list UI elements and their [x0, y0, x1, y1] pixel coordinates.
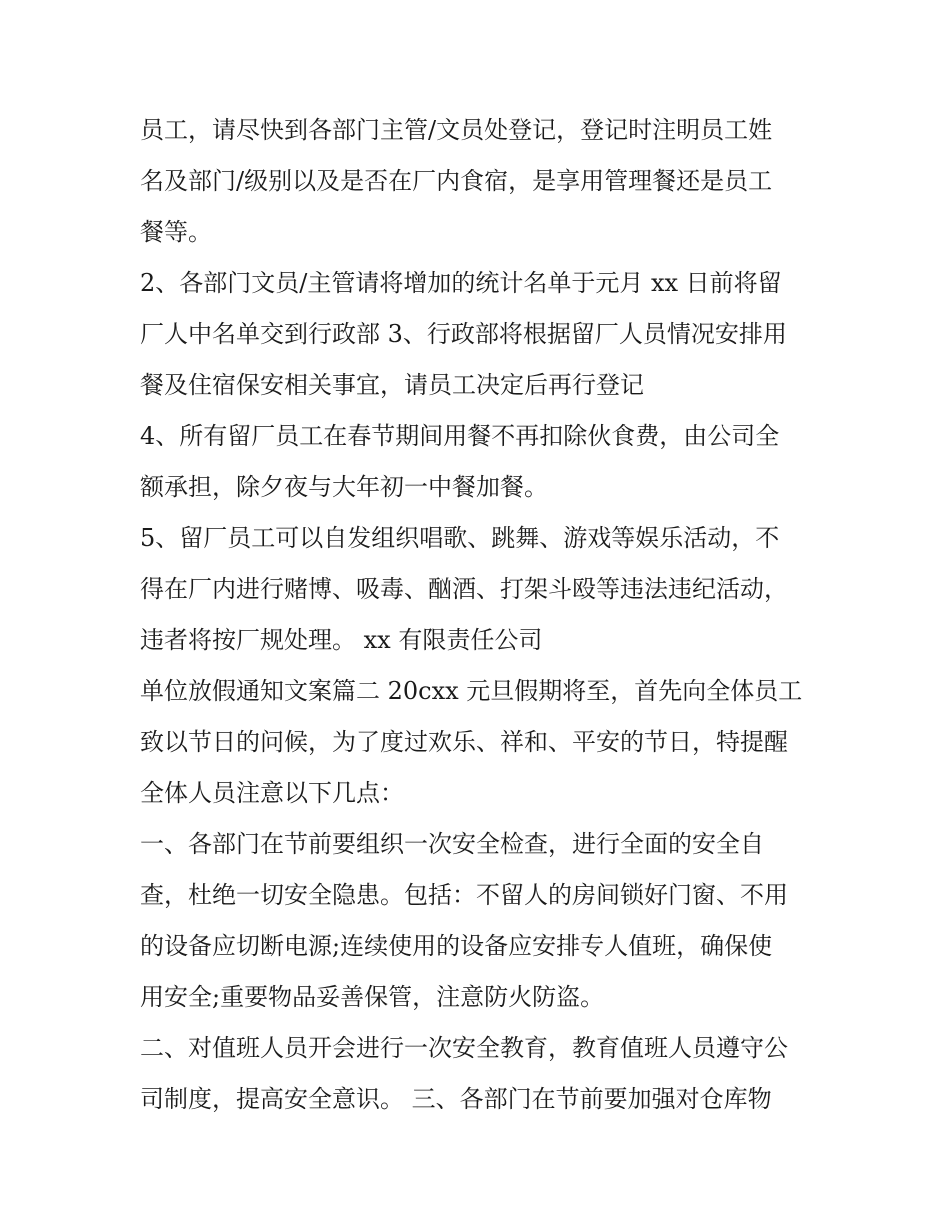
text-line: 餐及住宿保安相关事宜，请员工决定后再行登记 — [140, 371, 644, 399]
text-line: 4、所有留厂员工在春节期间用餐不再扣除伙食费，由公司全 — [140, 422, 780, 450]
text-line: 名及部门/级别以及是否在厂内食宿，是享用管理餐还是员工 — [140, 167, 773, 195]
text-line: 餐等。 — [140, 218, 212, 246]
paragraph-safety-check — [140, 819, 820, 1023]
paragraph-item-2 — [140, 258, 820, 411]
text-line: 查，杜绝一切安全隐患。包括：不留人的房间锁好门窗、不用 — [140, 881, 788, 909]
text-line: 全体人员注意以下几点： — [140, 779, 404, 807]
text-line: 厂人中名单交到行政部 3、行政部将根据留厂人员情况安排用 — [140, 320, 787, 348]
document-body — [140, 105, 820, 1125]
paragraph-item-4 — [140, 411, 820, 513]
paragraph-item-5 — [140, 513, 820, 666]
text-line: 2、各部门文员/主管请将增加的统计名单于元月 xx 日前将留 — [140, 269, 782, 297]
text-line: 额承担，除夕夜与大年初一中餐加餐。 — [140, 473, 548, 501]
text-line: 5、留厂员工可以自发组织唱歌、跳舞、游戏等娱乐活动，不 — [140, 524, 780, 552]
paragraph-safety-education — [140, 1023, 820, 1125]
text-line: 致以节日的问候，为了度过欢乐、祥和、平安的节日，特提醒 — [140, 728, 788, 756]
paragraph-notice-two-intro — [140, 666, 820, 819]
text-line: 得在厂内进行赌博、吸毒、酗酒、打架斗殴等违法违纪活动， — [140, 575, 788, 603]
text-line: 的设备应切断电源;连续使用的设备应安排专人值班，确保使 — [140, 932, 773, 960]
text-line: 二、对值班人员开会进行一次安全教育，教育值班人员遵守公 — [140, 1034, 788, 1062]
text-line: 司制度，提高安全意识。 三、各部门在节前要加强对仓库物 — [140, 1085, 772, 1113]
text-line: 单位放假通知文案篇二 20cxx 元旦假期将至，首先向全体员工 — [140, 677, 803, 705]
text-line: 员工，请尽快到各部门主管/文员处登记，登记时注明员工姓 — [140, 116, 773, 144]
text-line: 一、各部门在节前要组织一次安全检查，进行全面的安全自 — [140, 830, 764, 858]
text-line: 用安全;重要物品妥善保管，注意防火防盗。 — [140, 983, 605, 1011]
paragraph-registration — [140, 105, 820, 258]
text-line: 违者将按厂规处理。 xx 有限责任公司 — [140, 626, 543, 654]
